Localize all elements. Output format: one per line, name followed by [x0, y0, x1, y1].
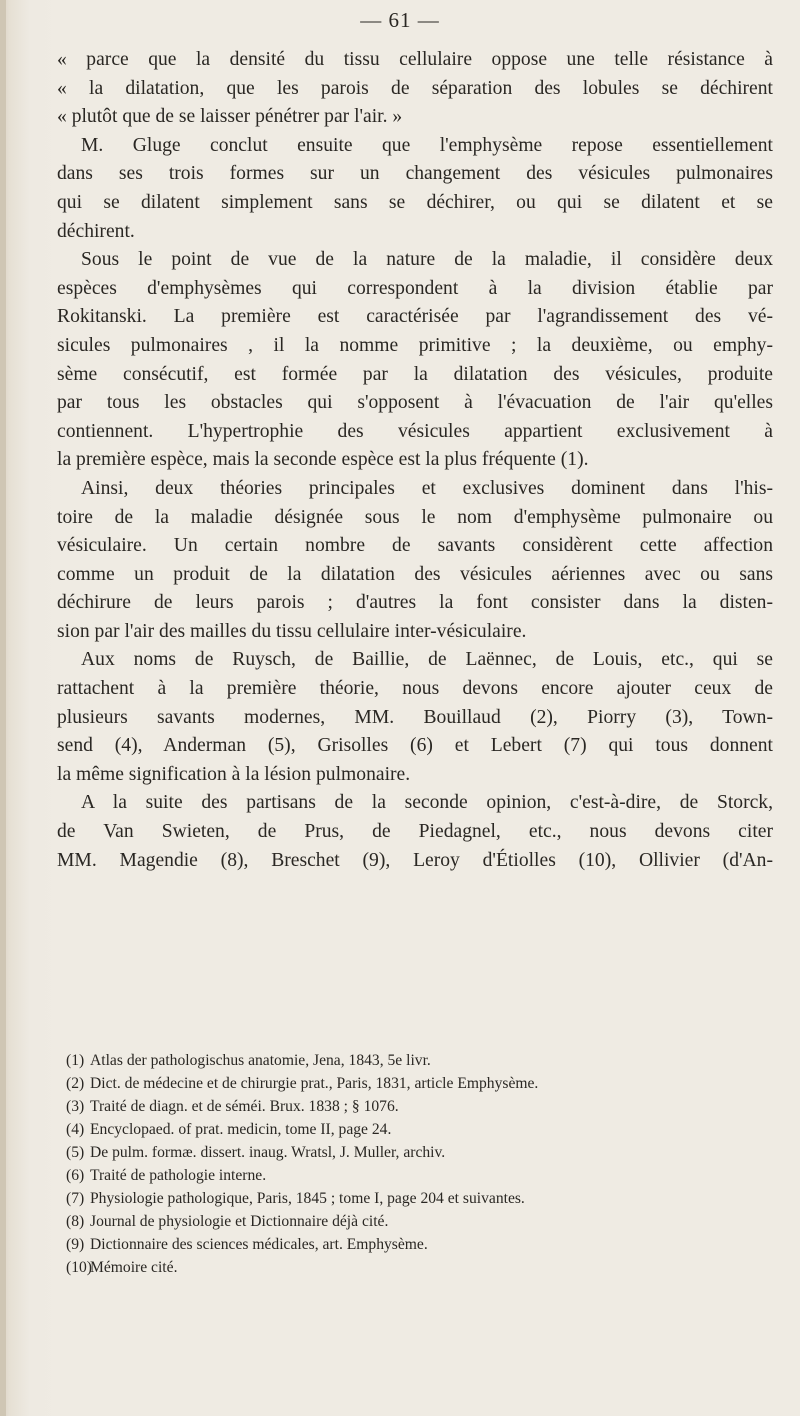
- body-line: par tous les obstacles qui s'opposent à l'évacuation de l'air qu'elles: [57, 392, 773, 414]
- body-line: sion par l'air des mailles du tissu cellulaire inter-vésiculaire.: [57, 620, 527, 642]
- footnote-number: (2): [66, 1075, 85, 1092]
- footnote-text: Mémoire cité.: [90, 1259, 178, 1276]
- footnote-text: Journal de physiologie et Dictionnaire déjà cité.: [90, 1213, 389, 1230]
- footnote-text: Dict. de médecine et de chirurgie prat., Paris, 1831, article Emphysème.: [90, 1075, 539, 1092]
- body-line: « plutôt que de se laisser pénétrer par l'air. »: [57, 106, 403, 128]
- footnote-text: Encyclopaed. of prat. medicin, tome II, page 24.: [90, 1121, 392, 1138]
- footnote-number: (8): [66, 1213, 85, 1230]
- body-line: M. Gluge conclut ensuite que l'emphysème repose essentiellement: [81, 134, 773, 156]
- body-line: la même signification à la lésion pulmonaire.: [57, 763, 411, 785]
- footnote: [66, 1164, 773, 1187]
- footnote: [66, 1141, 773, 1164]
- body-line: déchirure de leurs parois ; d'autres la font consister dans la disten-: [57, 592, 773, 614]
- footnote-number: (6): [66, 1167, 85, 1184]
- page-number: — 61 —: [360, 8, 440, 32]
- body-line: espèces d'emphysèmes qui correspondent à la division établie par: [57, 277, 773, 299]
- footnotes: [66, 1049, 773, 1279]
- footnote-number: (7): [66, 1190, 85, 1207]
- footnote-number: (10): [66, 1259, 92, 1276]
- body-line: sicules pulmonaires , il la nomme primitive ; la deuxième, ou emphy-: [57, 334, 773, 356]
- body-line: toire de la maladie désignée sous le nom d'emphysème pulmonaire ou: [57, 506, 773, 528]
- body-line: plusieurs savants modernes, MM. Bouillaud (2), Piorry (3), Town-: [57, 706, 773, 728]
- footnote-number: (4): [66, 1121, 85, 1138]
- body-line: qui se dilatent simplement sans se déchirer, ou qui se dilatent et se: [57, 191, 773, 213]
- body-line: Rokitanski. La première est caractérisée par l'agrandissement des vé-: [57, 306, 773, 328]
- footnote-text: Traité de pathologie interne.: [90, 1167, 267, 1184]
- footnote-number: (1): [66, 1052, 85, 1069]
- body-line: MM. Magendie (8), Breschet (9), Leroy d'Étiolles (10), Ollivier (d'An-: [57, 849, 773, 871]
- footnote: [66, 1256, 773, 1279]
- footnote-text: Dictionnaire des sciences médicales, art. Emphysème.: [90, 1236, 428, 1253]
- body-line: déchirent.: [57, 220, 135, 242]
- footnote-text: Physiologie pathologique, Paris, 1845 ; tome I, page 204 et suivantes.: [90, 1190, 525, 1207]
- footnote: [66, 1072, 773, 1095]
- body-line: sème consécutif, est formée par la dilatation des vésicules, produite: [57, 363, 773, 385]
- body-line: « la dilatation, que les parois de séparation des lobules se déchirent: [57, 77, 773, 99]
- footnote-number: (5): [66, 1144, 85, 1161]
- body-line: contiennent. L'hypertrophie des vésicules appartient exclusivement à: [57, 420, 773, 442]
- body-line: send (4), Anderman (5), Grisolles (6) et Lebert (7) qui tous donnent: [57, 735, 773, 757]
- body-line: comme un produit de la dilatation des vésicules aériennes avec ou sans: [57, 563, 773, 585]
- body-text: [57, 46, 773, 875]
- body-line: de Van Swieten, de Prus, de Piedagnel, etc., nous devons citer: [57, 821, 773, 843]
- body-line: Aux noms de Ruysch, de Baillie, de Laënnec, de Louis, etc., qui se: [81, 649, 773, 671]
- footnote: [66, 1210, 773, 1233]
- footnote: [66, 1187, 773, 1210]
- body-line: A la suite des partisans de la seconde opinion, c'est-à-dire, de Storck,: [81, 792, 773, 814]
- body-line: rattachent à la première théorie, nous devons encore ajouter ceux de: [57, 678, 773, 700]
- footnote-text: De pulm. formæ. dissert. inaug. Wratsl, J. Muller, archiv.: [90, 1144, 446, 1161]
- footnote-text: Atlas der pathologischus anatomie, Jena, 1843, 5e livr.: [90, 1052, 431, 1069]
- body-line: dans ses trois formes sur un changement des vésicules pulmonaires: [57, 163, 773, 185]
- page-gutter-shadow: [0, 0, 6, 1416]
- footnote-text: Traité de diagn. et de séméi. Brux. 1838 ; § 1076.: [90, 1098, 399, 1115]
- footnote: [66, 1118, 773, 1141]
- footnote-number: (3): [66, 1098, 85, 1115]
- body-line: « parce que la densité du tissu cellulaire oppose une telle résistance à: [57, 49, 773, 70]
- body-line: Ainsi, deux théories principales et exclusives dominent dans l'his-: [81, 477, 773, 499]
- footnote: [66, 1095, 773, 1118]
- body-line: vésiculaire. Un certain nombre de savants considèrent cette affection: [57, 535, 773, 557]
- body-line: la première espèce, mais la seconde espèce est la plus fréquente (1).: [57, 449, 589, 471]
- footnote: [66, 1233, 773, 1256]
- body-line: Sous le point de vue de la nature de la maladie, il considère deux: [81, 249, 773, 271]
- footnote: [66, 1049, 773, 1072]
- footnote-number: (9): [66, 1236, 85, 1253]
